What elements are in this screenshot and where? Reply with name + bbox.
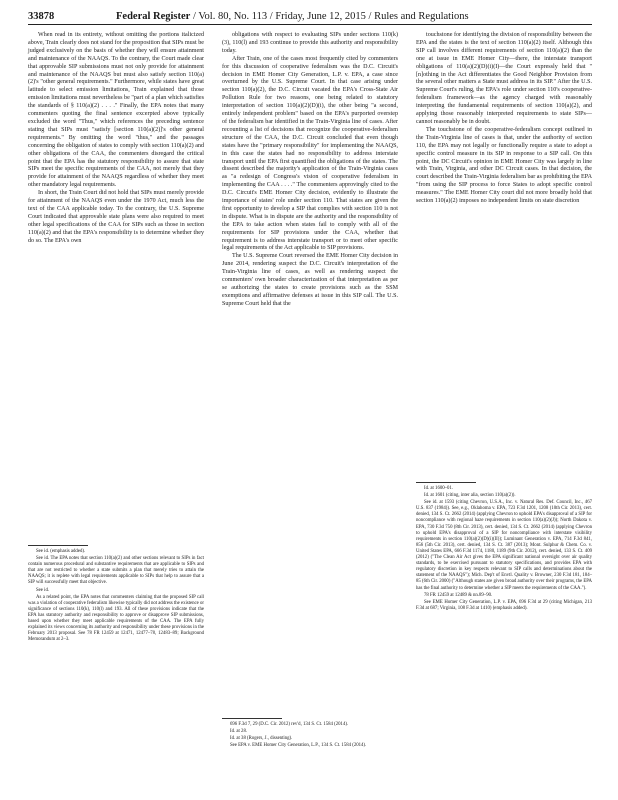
footnote: See id. (emphasis added). — [36, 549, 86, 554]
footnote-rule — [28, 545, 88, 546]
footnotes-column-2 — [222, 722, 398, 750]
footnote-rule — [222, 718, 282, 719]
paragraph: obligations with respect to evaluating SIPs under sections 110(k)(3), 110(l) and 193 continue to provide this authority and responsibility today. — [222, 32, 398, 54]
footnote: See EPA v. EME Homer City Generation, L.P., 134 S. Ct. 1584 (2014). — [230, 743, 367, 749]
footnote: As a related point, the EPA notes that commenters claiming that the proposed SIP call was a violation of cooperative federalism likewise typically did not address the existence or significance of sections 110(k), 110(l) and 193. All of these provisions indicate that the EPA has statutory authority and responsibility to approve or disapprove SIP submissions, based upon whether they meet applicable requirements of the CAA. The EPA fully explained its views concerning its authority and responsibility under these provisions in the February 2013 proposal. See 78 FR 12459 at 12471, 12477–78, 12483–89; Background Memorandum at 2–3. — [28, 594, 204, 643]
publication-name: Federal Register — [116, 11, 191, 22]
footnote: Id. at 1600–01. — [424, 486, 454, 491]
footnote-rule — [416, 482, 476, 483]
paragraph: In short, the Train Court did not hold that SIPs must merely provide for attainment of the NAAQS even under the 1970 Act, much less the text of the CAA applicable today. To the contrary, the U.S. Supreme Court indicated that approvable state plans were also required to meet other legal specifications of the CAA for SIPs such as those in section 110(a)(2) and that the EPA's responsibility is to determine whether they do so. The EPA's own — [28, 190, 204, 244]
column-2 — [222, 32, 398, 309]
page-number: 33878 — [28, 11, 55, 22]
footnote: See id. at 1593 (citing Chevron, U.S.A., Inc. v. Natural Res. Def. Council, Inc., 467 U.S. 837 (1984)). See, e.g., Oklahoma v. EPA, 723 F.3d 1201, 1208 (10th Cir. 2013), cert. denied, 134 S. Ct. 2662 (2014) (applying Chevron to uphold EPA's disapproval of a SIP for noncompliance with regional haze requirements in section 110(a)(2)(J)); North Dakota v. EPA, 730 F.3d 750 (8th Cir. 2013), cert. denied, 134 S. Ct. 2662 (2014) (applying Chevron to uphold EPA's disapproval of a SIP for noncompliance with interstate visibility requirements in section 110(a)(2)(D)(i)(II)); Luminant Generation v. EPA, 714 F.3d 841, 856 (5th Cir. 2013), cert. denied, 134 S. Ct. 387 (2013); Mont. Sulphur & Chem. Co. v. United States EPA, 666 F.3d 1174, 1180, 1189 (9th Cir. 2012), cert. denied, 133 S. Ct. 409 (2012) ("The Clean Air Act gives the EPA significant national oversight over air quality standards, to be exercised pursuant to statutory specifications, and provides EPA with regulatory discretion in key respects relevant to SIP calls and determinations about the statement of the NAAQS"); Mich. Dep't of Envtl. Quality v. Browner, 230 F.3d 181, 184–85 (6th Cir. 2000) ("Although states are given broad authority over their programs, the EPA has the final authority to determine whether a SIP meets the requirements of the CAA."). — [416, 500, 592, 591]
issue-line: / Vol. 80, No. 113 / Friday, June 12, 2015 / Rules and Regulations — [192, 11, 469, 22]
paragraph: After Train, one of the cases most frequently cited by commenters for this discussion of cooperative federalism was the D.C. Circuit's decision in EME Homer City Generation, L.P. v. EPA, a case since overturned by the U.S. Supreme Court. In that case arising under section 110(a)(2), the D.C. Circuit vacated the EPA's Cross-State Air Pollution Rule for two reasons, one being related to statutory interpretation of section 110(a)(2)(D)(i), the other being "a second, entirely independent problem" based on the EPA's purported overstep of the federalism bar identified in the Train-Virginia line of cases. After recounting a list of decisions that recognize the cooperative-federalism structure of the CAA, the D.C. Circuit concluded that even though states have the "primary responsibility" for implementing the NAAQS, in this case the states had no responsibility to address interstate transport until the EPA first quantified the obligations of the states. The dissent described the majority's application of the Train-Virginia cases as "a redesign of Congress's vision of cooperative federalism in implementing the CAA . . . ." The commenters approvingly cited to the D.C. Circuit's EME Homer City decision, evidently to illustrate the importance of states' role under section 110. That states are given the first opportunity to develop a SIP that complies with section 110 is not in dispute. What is in dispute are the authority and the responsibility of the EPA to take action when states fail to comply with all of the requirements for SIP provisions under the CAA, whether that requirement is to address interstate transport or to meet other specific legal requirements of the Act applicable to SIP provisions. — [222, 55, 398, 252]
column-1 — [28, 32, 204, 245]
footnote: 78 FR 12459 at 12489 & nn.89–90. — [424, 592, 493, 598]
footnote: Id. at 28. — [230, 729, 248, 735]
footnotes-column-3 — [416, 486, 592, 613]
paragraph: touchstone for identifying the division of responsibility between the EPA and the states is the text of section 110(a)(2) itself. Although this SIP call involves different requirements of section 110(a)(2) than the one at issue in EME Homer City—there, the interstate transport obligations of 110(a)(2)(D)(i)(I)—the Court expressly held that "[n]othing in the Act differentiates the Good Neighbor Provision from the several other matters a State must address in its SIP." After the U.S. Supreme Court's ruling, the EPA's role under section 110's cooperative-federalism framework—as the agency charged with reasonably interpreting the fundamental requirements of section 110(a)(2), and applying those reasonably interpreted requirements to state SIPs—cannot reasonably be in doubt. — [416, 32, 592, 125]
footnote: See id. The EPA notes that section 110(a)(2) and other sections relevant to SIPs in fact contain numerous procedural and substantive requirements that are applicable to SIPs and that are not restricted to whether a state submits a plan that merely tries to attain the NAAQS; it is replete with legal requirements applicable to SIPs that help to assure that a SIP will successfully meet that objective. — [28, 556, 204, 586]
paragraph: When read in its entirety, without omitting the portions italicized above, Train clearly does not stand for the proposition that SIPs must be judged exclusively on the basis of whether they will ensure attainment and maintenance of the NAAQS. To the contrary, the Court made clear that approvable SIP submissions must not only provide for attainment and maintenance of the NAAQS but must also satisfy section 110(a)(2)'s "other general requirements." Furthermore, while states have great latitude to select emission limitations, Train explained that those emission limitations must nevertheless be "part of a plan which satisfies the standards of § 110(a)(2) . . . ." Finally, the EPA notes that many commenters quoting the final sentence excerpted above typically excluded the word "Thus," which references the preceding sentence stating that SIPs must "satisfy [section 110(a)(2)]'s other general requirements." By omitting the word "thus," and the passages concerning the obligation of states to comply with section 110(a)(2) and other obligations of the CAA, the commenters disregard the critical point that the EPA has the statutory responsibility to assure that state SIPs meet the specific requirements of the CAA, not merely that they provide for attainment of the NAAQS regardless of whether they meet other mandatory legal requirements. — [28, 32, 204, 189]
footnote: Id. at 1601 (citing, inter alia, section 110(a)(2)). — [424, 493, 516, 499]
footnotes-column-1 — [28, 549, 204, 644]
footnote: Id. at 38 (Rogers, J., dissenting). — [230, 736, 293, 742]
paragraph: The touchstone of the cooperative-federalism concept outlined in the Train-Virginia line of cases is that, under the authority of section 110, the EPA may not legally or functionally require a state to adopt a specific control measure in its SIP in response to a SIP call. On this point, the DC Circuit's opinion in EME Homer City was largely in line with Train, Virginia, and other DC Circuit cases. In that decision, the court described the Train-Virginia federalism bar as prohibiting the EPA "from using the SIP process to force States to adopt specific control measures." The EME Homer City court did not more broadly hold that section 110(a)(2) imposes no independent limits on state discretion — [416, 126, 592, 205]
footnote: See id. — [36, 587, 50, 593]
footnote: See EME Homer City Generation, L.P. v. EPA, 696 F.3d at 29 (citing Michigan, 213 F.3d at 687; Virginia, 108 F.3d at 1410) (emphasis added). — [416, 599, 592, 611]
header-rule — [28, 24, 592, 25]
column-3 — [416, 32, 592, 206]
paragraph: The U.S. Supreme Court reversed the EME Homer City decision in June 2014, rendering suspect the D.C. Circuit's interpretation of the Train-Virginia line of cases, as well as rendering suspect the commenters' own broader characterization of that interpretation as per se authorizing the states to create provisions such as the SSM exemptions and affirmative defenses at issue in this SIP call. The U.S. Supreme Court held that the — [222, 253, 398, 307]
running-head — [116, 11, 469, 22]
footnote: 696 F.3d 7, 29 (D.C. Cir. 2012) rev'd, 134 S. Ct. 1584 (2014). — [230, 722, 349, 727]
